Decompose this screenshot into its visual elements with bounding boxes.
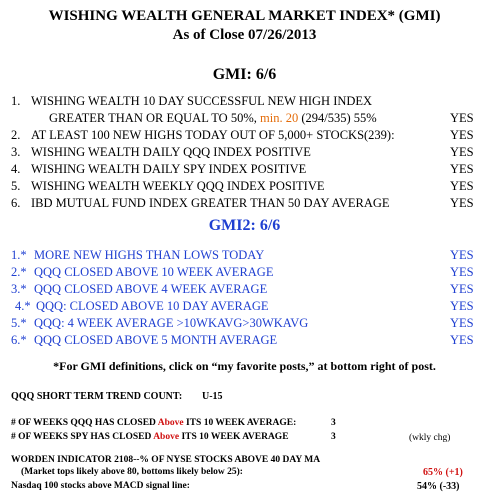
trend-count-label: QQQ SHORT TERM TREND COUNT: (11, 391, 183, 402)
gmi-item-1-number: 1. (11, 94, 21, 108)
gmi-item-6-number: 6. (11, 196, 21, 210)
gmi2-item-1-number: 1.* (11, 248, 27, 262)
trend-count-value: U-15 (202, 391, 223, 402)
weeks-spy-prefix: # OF WEEKS SPY HAS CLOSED (11, 432, 154, 442)
gmi-item-3-number: 3. (11, 145, 21, 159)
worden-indicator-title: WORDEN INDICATOR 2108--% OF NYSE STOCKS ABOVE 40 DAY MA (11, 455, 321, 465)
gmi2-item-5-status: YES (450, 316, 474, 330)
gmi2-item-5-number: 5.* (11, 316, 27, 330)
gmi2-item-5-text: QQQ: 4 WEEK AVERAGE >10WKAVG>30WKAVG (34, 316, 309, 330)
weekly-change-label: (wkly chg) (409, 433, 451, 443)
gmi2-item-2-number: 2.* (11, 265, 27, 279)
gmi2-item-2-status: YES (450, 265, 474, 279)
gmi-item-2-text: AT LEAST 100 NEW HIGHS TODAY OUT OF 5,000+ STOCKS(239): (31, 128, 395, 142)
nasdaq-macd-label: Nasdaq 100 stocks above MACD signal line: (11, 481, 190, 491)
nasdaq-macd-value: 54% (-33) (417, 481, 460, 492)
gmi-item-3-text: WISHING WEALTH DAILY QQQ INDEX POSITIVE (31, 145, 311, 159)
weeks-spy-line (11, 432, 289, 442)
gmi2-item-3-text: QQQ CLOSED ABOVE 4 WEEK AVERAGE (34, 282, 268, 296)
weeks-qqq-suffix: ITS 10 WEEK AVERAGE: (183, 418, 297, 428)
weeks-spy-value: 3 (331, 432, 336, 442)
gmi-item-1-line1: WISHING WEALTH 10 DAY SUCCESSFUL NEW HIGH INDEX (31, 94, 373, 108)
gmi-item-2-number: 2. (11, 128, 21, 142)
weeks-spy-above: Above (153, 432, 180, 442)
gmi-item-6-status: YES (450, 196, 474, 210)
gmi-item-1-status: YES (450, 111, 474, 125)
gmi-definitions-note: *For GMI definitions, click on “my favorite posts,” at bottom right of post. (53, 359, 436, 373)
page-title: WISHING WEALTH GENERAL MARKET INDEX* (GMI) (48, 8, 441, 24)
gmi2-item-4-number: 4.* (15, 299, 31, 313)
gmi2-heading: GMI2: 6/6 (208, 217, 281, 234)
gmi-item-5-number: 5. (11, 179, 21, 193)
gmi2-item-2-text: QQQ CLOSED ABOVE 10 WEEK AVERAGE (34, 265, 274, 279)
gmi-item-5-status: YES (450, 179, 474, 193)
gmi-item-3-status: YES (450, 145, 474, 159)
gmi-heading: GMI: 6/6 (212, 66, 277, 83)
worden-indicator-value: 65% (+1) (423, 467, 463, 478)
weeks-qqq-prefix: # OF WEEKS QQQ HAS CLOSED (11, 418, 158, 428)
gmi-item-1-line2 (49, 111, 377, 126)
page-subtitle: As of Close 07/26/2013 (172, 27, 317, 43)
gmi2-item-6-number: 6.* (11, 333, 27, 347)
gmi-item-4-text: WISHING WEALTH DAILY SPY INDEX POSITIVE (31, 162, 307, 176)
gmi2-item-6-text: QQQ CLOSED ABOVE 5 MONTH AVERAGE (34, 333, 278, 347)
gmi-item-5-text: WISHING WEALTH WEEKLY QQQ INDEX POSITIVE (31, 179, 325, 193)
weeks-qqq-above: Above (157, 418, 184, 428)
weeks-qqq-value: 3 (331, 418, 336, 428)
gmi-item-1-ratio: (294/535) 55% (298, 111, 377, 125)
gmi-item-4-number: 4. (11, 162, 21, 176)
gmi2-item-4-text: QQQ: CLOSED ABOVE 10 DAY AVERAGE (36, 299, 269, 313)
gmi2-item-1-text: MORE NEW HIGHS THAN LOWS TODAY (34, 248, 265, 262)
weeks-spy-suffix: ITS 10 WEEK AVERAGE (179, 432, 289, 442)
gmi-item-4-status: YES (450, 162, 474, 176)
gmi-item-1-min: min. 20 (260, 111, 299, 125)
gmi2-item-4-status: YES (450, 299, 474, 313)
gmi2-item-3-status: YES (450, 282, 474, 296)
gmi-item-2-status: YES (450, 128, 474, 142)
gmi-item-1-threshold: GREATER THAN OR EQUAL TO 50%, (49, 111, 260, 125)
worden-indicator-note: (Market tops likely above 80, bottoms likely below 25): (21, 467, 243, 477)
gmi2-item-6-status: YES (450, 333, 474, 347)
gmi-item-6-text: IBD MUTUAL FUND INDEX GREATER THAN 50 DAY AVERAGE (31, 196, 390, 210)
gmi2-item-1-status: YES (450, 248, 474, 262)
gmi2-item-3-number: 3.* (11, 282, 27, 296)
weeks-qqq-line (11, 418, 296, 428)
